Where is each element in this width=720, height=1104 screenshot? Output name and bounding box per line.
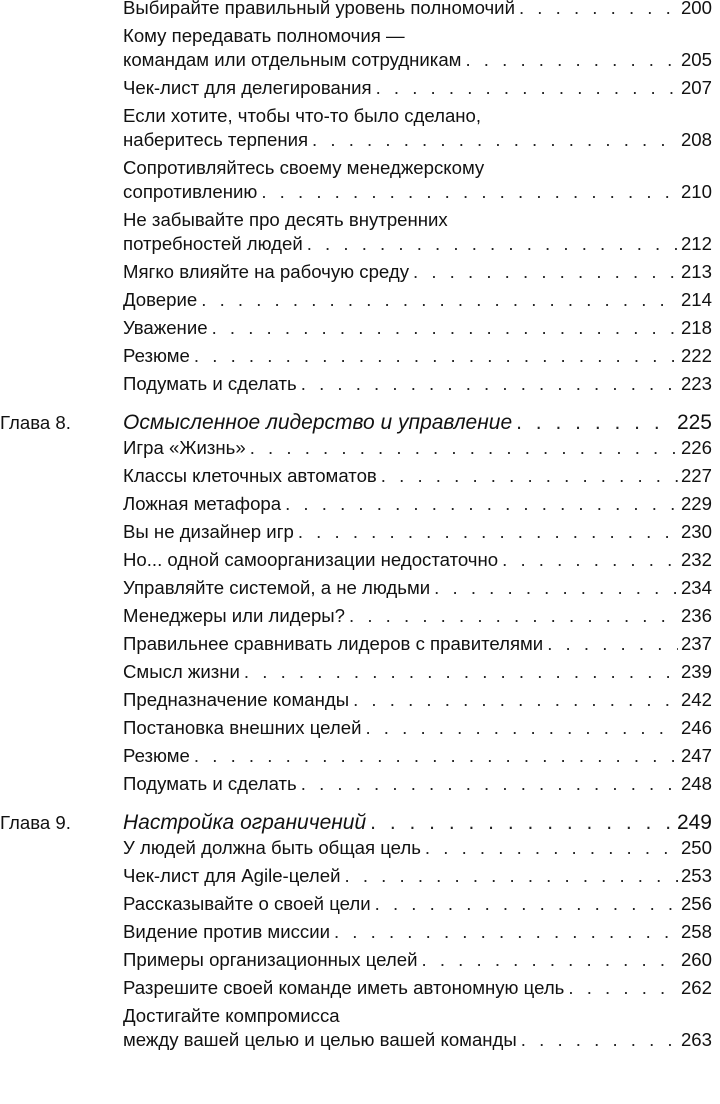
toc-entry-title: Рассказывайте о своей цели [123, 893, 371, 914]
chapter-label: Глава 9. [0, 812, 71, 833]
toc-entry [0, 372, 720, 396]
dot-leader [285, 492, 678, 516]
toc-entry [0, 104, 720, 152]
page-number: 237 [680, 633, 712, 654]
toc-entry [0, 1004, 720, 1052]
dot-leader [349, 604, 678, 628]
toc-entry-title: Правильнее сравнивать лидеров с правителями [123, 633, 544, 654]
chapter-heading [0, 408, 720, 438]
dot-leader [434, 576, 678, 600]
dot-leader [370, 808, 674, 838]
toc-entry [0, 688, 720, 712]
chapter-title: Осмысленное лидерство и управление [123, 411, 513, 434]
dot-leader [212, 316, 678, 340]
page-number: 223 [680, 373, 712, 394]
toc-entry-title: Ложная метафора [123, 493, 282, 514]
toc-entry-title: Смысл жизни [123, 661, 240, 682]
toc-entry [0, 772, 720, 796]
toc-entry [0, 260, 720, 284]
chapter-title: Настройка ограничений [123, 811, 367, 834]
dot-leader [365, 716, 678, 740]
page-number: 253 [680, 865, 712, 886]
page-number: 249 [676, 811, 712, 834]
toc-entry-title: Резюме [123, 745, 190, 766]
page-number: 256 [680, 893, 712, 914]
page-number: 234 [680, 577, 712, 598]
toc-entry-title-line: Если хотите, чтобы что-то было сделано, [123, 105, 482, 126]
page-number: 225 [676, 411, 712, 434]
toc-entry [0, 316, 720, 340]
toc-entry [0, 660, 720, 684]
page-number: 236 [680, 605, 712, 626]
toc-entry [0, 632, 720, 656]
toc-entry-title: Постановка внешних целей [123, 717, 362, 738]
toc-entry-title: наберитесь терпения [123, 129, 309, 150]
dot-leader [422, 948, 678, 972]
dot-leader [547, 632, 678, 656]
toc-entry-title: Видение против миссии [123, 921, 330, 942]
toc-entry-title: Управляйте системой, а не людьми [123, 577, 431, 598]
chapter-heading [0, 808, 720, 838]
dot-leader [194, 344, 678, 368]
page-number: 242 [680, 689, 712, 710]
toc-entry [0, 520, 720, 544]
toc-entry-title: командам или отдельным сотрудникам [123, 49, 462, 70]
toc-entry-title: Чек-лист для делегирования [123, 77, 372, 98]
toc-entry [0, 344, 720, 368]
dot-leader [413, 260, 678, 284]
toc-entry-title-line: Не забывайте про десять внутренних [123, 209, 448, 230]
toc-entry-title: Подумать и сделать [123, 373, 297, 394]
toc-entry-title: Подумать и сделать [123, 773, 297, 794]
dot-leader [301, 772, 678, 796]
page-number: 258 [680, 921, 712, 942]
dot-leader [334, 920, 678, 944]
toc-section-chapter8 [0, 436, 720, 796]
toc-entry [0, 892, 720, 916]
dot-leader [568, 976, 678, 1000]
toc-entry [0, 920, 720, 944]
dot-leader [307, 232, 678, 256]
toc-entry [0, 76, 720, 100]
page-number: 250 [680, 837, 712, 858]
page-number: 212 [680, 233, 712, 254]
page-number: 239 [680, 661, 712, 682]
toc-entry-title: Доверие [123, 289, 198, 310]
page-number: 214 [680, 289, 712, 310]
toc-entry-title: Предназначение команды [123, 689, 350, 710]
dot-leader [201, 288, 678, 312]
dot-leader [194, 744, 678, 768]
toc-entry-title: У людей должна быть общая цель [123, 837, 421, 858]
page-number: 260 [680, 949, 712, 970]
dot-leader [521, 1028, 678, 1052]
toc-entry [0, 976, 720, 1000]
toc-section-chapter7-continued [0, 0, 720, 396]
toc-entry [0, 864, 720, 888]
dot-leader [516, 408, 674, 438]
toc-entry [0, 156, 720, 204]
page-number: 227 [680, 465, 712, 486]
toc-entry-title: Вы не дизайнер игр [123, 521, 294, 542]
page-number: 207 [680, 77, 712, 98]
toc-entry-title: Примеры организационных целей [123, 949, 418, 970]
toc-entry-title: между вашей целью и целью вашей команды [123, 1029, 517, 1050]
page-number: 262 [680, 977, 712, 998]
dot-leader [353, 688, 678, 712]
page-number: 230 [680, 521, 712, 542]
toc-entry [0, 288, 720, 312]
dot-leader [465, 48, 678, 72]
toc-entry-title: Но... одной самоорганизации недостаточно [123, 549, 499, 570]
dot-leader [312, 128, 678, 152]
toc-entry [0, 948, 720, 972]
toc-entry-title: потребностей людей [123, 233, 303, 254]
toc-entry [0, 492, 720, 516]
toc-entry-title: Разрешите своей команде иметь автономную цель [123, 977, 565, 998]
toc-entry-title: сопротивлению [123, 181, 258, 202]
page-number: 247 [680, 745, 712, 766]
page-number: 205 [680, 49, 712, 70]
page-number: 222 [680, 345, 712, 366]
chapter-label: Глава 8. [0, 412, 71, 433]
toc-entry-title-line: Сопротивляйтесь своему менеджерскому [123, 157, 485, 178]
dot-leader [425, 836, 678, 860]
dot-leader [261, 180, 678, 204]
toc-entry-title: Игра «Жизнь» [123, 437, 246, 458]
page-number: 246 [680, 717, 712, 738]
toc-entry [0, 836, 720, 860]
toc-entry-title: Чек-лист для Agile-целей [123, 865, 341, 886]
toc-entry [0, 208, 720, 256]
toc-entry [0, 464, 720, 488]
toc-entry [0, 0, 720, 20]
page-number: 248 [680, 773, 712, 794]
dot-leader [502, 548, 678, 572]
toc-entry-title-line: Достигайте компромисса [123, 1005, 340, 1026]
toc-entry-title: Менеджеры или лидеры? [123, 605, 345, 626]
page-number: 213 [680, 261, 712, 282]
page-number: 210 [680, 181, 712, 202]
page-number: 208 [680, 129, 712, 150]
page-number: 200 [680, 0, 712, 18]
dot-leader [298, 520, 678, 544]
toc-entry [0, 548, 720, 572]
toc-entry [0, 24, 720, 72]
page-number: 218 [680, 317, 712, 338]
toc-entry-title: Классы клеточных автоматов [123, 465, 377, 486]
toc-entry-title: Резюме [123, 345, 190, 366]
toc-section-chapter9 [0, 836, 720, 1052]
dot-leader [375, 892, 678, 916]
dot-leader [519, 0, 678, 20]
toc-entry-title: Выбирайте правильный уровень полномочий [123, 0, 515, 18]
toc-entry [0, 744, 720, 768]
toc-entry [0, 436, 720, 460]
dot-leader [250, 436, 678, 460]
toc-entry [0, 716, 720, 740]
dot-leader [301, 372, 678, 396]
dot-leader [376, 76, 678, 100]
page-number: 232 [680, 549, 712, 570]
dot-leader [381, 464, 678, 488]
toc-entry [0, 576, 720, 600]
toc-entry-title: Уважение [123, 317, 208, 338]
toc-entry-title-line: Кому передавать полномочия — [123, 25, 405, 46]
page-number: 263 [680, 1029, 712, 1050]
dot-leader [244, 660, 678, 684]
toc-entry-title: Мягко влияйте на рабочую среду [123, 261, 409, 282]
page-number: 229 [680, 493, 712, 514]
dot-leader [345, 864, 678, 888]
toc-entry [0, 604, 720, 628]
page-number: 226 [680, 437, 712, 458]
